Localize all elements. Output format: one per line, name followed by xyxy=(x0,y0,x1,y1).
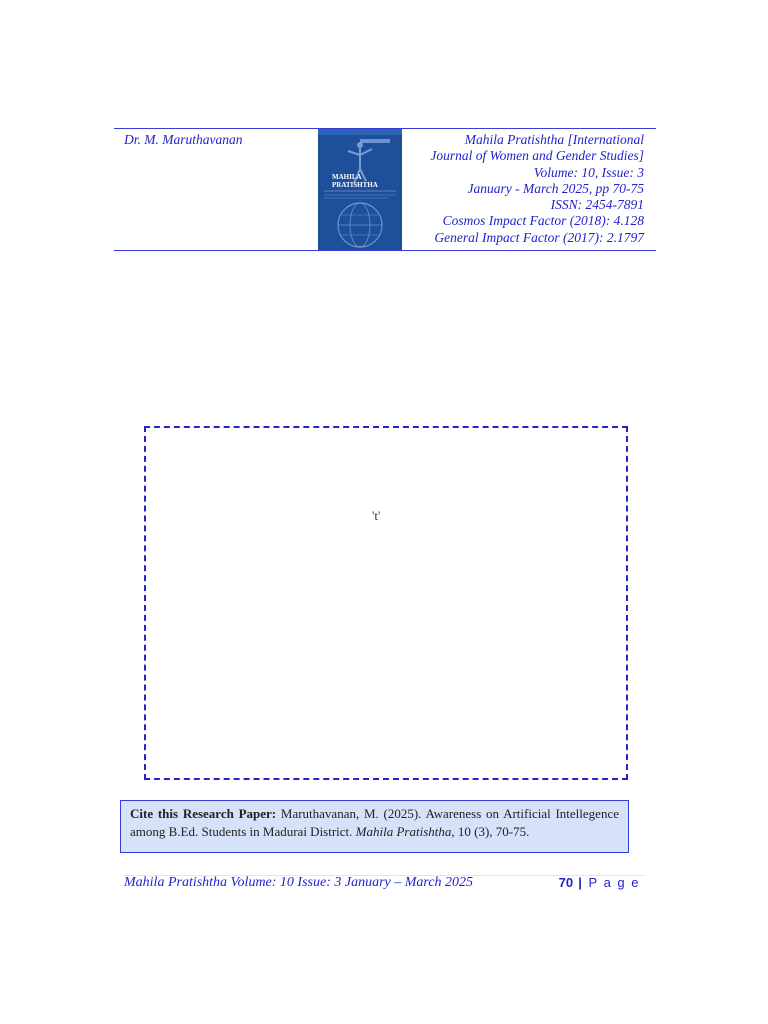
citation-box xyxy=(120,800,629,853)
journal-volume: Volume: 10, Issue: 3 xyxy=(533,164,644,180)
citation-journal: Mahila Pratishtha, xyxy=(355,824,455,839)
citation-text-after: 10 (3), 70-75. xyxy=(454,824,530,839)
cosmos-impact-factor: Cosmos Impact Factor (2018): 4.128 xyxy=(442,213,644,229)
page-word: P a g e xyxy=(588,875,640,890)
general-impact-factor: General Impact Factor (2017): 2.1797 xyxy=(434,229,644,245)
page-header xyxy=(114,128,656,251)
journal-title-line2: Journal of Women and Gender Studies] xyxy=(430,148,644,164)
citation-label: Cite this Research Paper: xyxy=(130,806,277,821)
page-number: 70 xyxy=(558,875,574,890)
citation-paragraph xyxy=(130,805,619,841)
footer-journal-info: Mahila Pratishtha Volume: 10 Issue: 3 January – March 2025 xyxy=(124,875,474,890)
content-frame xyxy=(144,426,628,780)
cover-title-1: MAHILA xyxy=(332,173,362,181)
journal-cover-image xyxy=(318,129,402,250)
journal-date-pages: January - March 2025, pp 70-75 xyxy=(467,180,644,196)
frame-text: 't' xyxy=(372,508,381,523)
page-footer xyxy=(124,875,644,891)
journal-title-line1: Mahila Pratishtha [International xyxy=(464,132,644,147)
author-name: Dr. M. Maruthavanan xyxy=(124,132,243,147)
cover-artwork xyxy=(318,129,402,250)
page-number-label xyxy=(559,875,640,890)
journal-info xyxy=(404,132,644,246)
citation-text-before: Maruthavanan, M. (2025). Awareness on Artificial Intellegence among B.Ed. Students in Madurai District. xyxy=(130,806,619,839)
journal-issn: ISSN: 2454-7891 xyxy=(550,197,644,213)
page-separator: | xyxy=(578,875,584,890)
cover-title-2: PRATISHTHA xyxy=(332,181,378,189)
